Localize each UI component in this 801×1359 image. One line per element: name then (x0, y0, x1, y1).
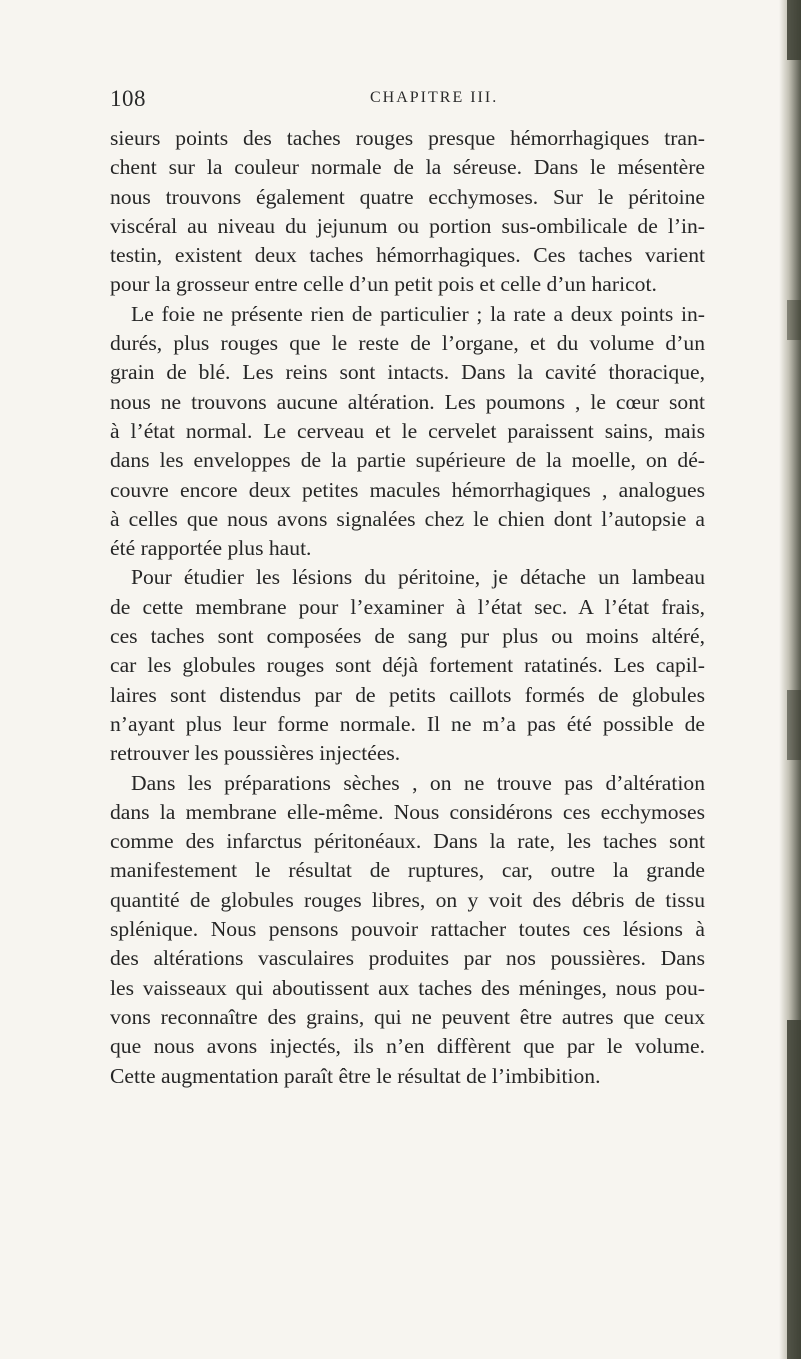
scanned-page-edge (779, 0, 801, 1359)
edge-shadow (787, 1020, 801, 1359)
text-line: comme des infarctus péritonéaux. Dans la rate, les taches sont (110, 829, 705, 854)
text-line: nous ne trouvons aucune altération. Les poumons , le cœur sont (110, 389, 705, 414)
text-line: quantité de globules rouges libres, on y voit des débris de tissu (110, 887, 705, 912)
text-line: à celles que nous avons signalées chez le chien dont l’autopsie a (110, 506, 705, 531)
text-line: laires sont distendus par de petits caillots formés de globules (110, 682, 705, 707)
paragraph (110, 300, 705, 564)
edge-shadow (787, 690, 801, 760)
text-line: sieurs points des taches rouges presque hémorrhagiques tran- (110, 126, 705, 150)
paragraph (110, 769, 705, 1091)
text-line: splénique. Nous pensons pouvoir rattacher toutes ces lésions à (110, 917, 705, 942)
text-line: car les globules rouges sont déjà fortement ratatinés. Les capil- (110, 653, 705, 678)
text-line: retrouver les poussières injectées. (110, 741, 401, 766)
text-line: vons reconnaître des grains, qui ne peuvent être autres que ceux (110, 1004, 705, 1029)
text-line: de cette membrane pour l’examiner à l’état sec. A l’état frais, (110, 594, 705, 619)
text-line: des altérations vasculaires produites par nos poussières. Dans (110, 946, 705, 971)
text-line: ces taches sont composées de sang pur plus ou moins altéré, (110, 624, 705, 649)
text-line: les vaisseaux qui aboutissent aux taches des méninges, nous pou- (110, 975, 705, 1000)
paragraph (110, 124, 705, 300)
paragraph (110, 563, 705, 768)
text-line: Cette augmentation paraît être le résultat de l’imbibition. (110, 1063, 601, 1088)
page-header (110, 86, 705, 112)
text-line: durés, plus rouges que le reste de l’organe, et du volume d’un (110, 331, 705, 356)
text-line: dans les enveloppes de la partie supérieure de la moelle, on dé- (110, 448, 705, 473)
text-line: nous trouvons également quatre ecchymoses. Sur le péritoine (110, 184, 705, 209)
text-line: dans la membrane elle-même. Nous considérons ces ecchymoses (110, 799, 705, 824)
page-number: 108 (110, 86, 146, 111)
text-line: Dans les préparations sèches , on ne trouve pas d’altération (131, 770, 705, 795)
text-line: à l’état normal. Le cerveau et le cervelet paraissent sains, mais (110, 418, 705, 443)
text-line: été rapportée plus haut. (110, 536, 312, 561)
text-line: n’ayant plus leur forme normale. Il ne m’a pas été possible de (110, 711, 705, 736)
running-head: CHAPITRE III. (370, 89, 499, 106)
body-text (110, 124, 705, 1091)
text-line: grain de blé. Les reins sont intacts. Dans la cavité thoracique, (110, 360, 705, 385)
text-line: couvre encore deux petites macules hémorrhagiques , analogues (110, 477, 705, 502)
text-line: viscéral au niveau du jejunum ou portion sus-ombilicale de l’in- (110, 213, 705, 238)
text-line: testin, existent deux taches hémorrhagiques. Ces taches varient (110, 243, 705, 268)
text-line: Le foie ne présente rien de particulier ; la rate a deux points in- (131, 301, 705, 326)
text-line: pour la grosseur entre celle d’un petit pois et celle d’un haricot. (110, 272, 657, 297)
text-line: chent sur la couleur normale de la séreuse. Dans le mésentère (110, 155, 705, 180)
text-line: Pour étudier les lésions du péritoine, je détache un lambeau (131, 565, 705, 590)
text-line: que nous avons injectés, ils n’en diffèrent que par le volume. (110, 1034, 705, 1059)
edge-shadow (787, 0, 801, 60)
edge-shadow (787, 300, 801, 340)
text-line: manifestement le résultat de ruptures, car, outre la grande (110, 858, 705, 883)
